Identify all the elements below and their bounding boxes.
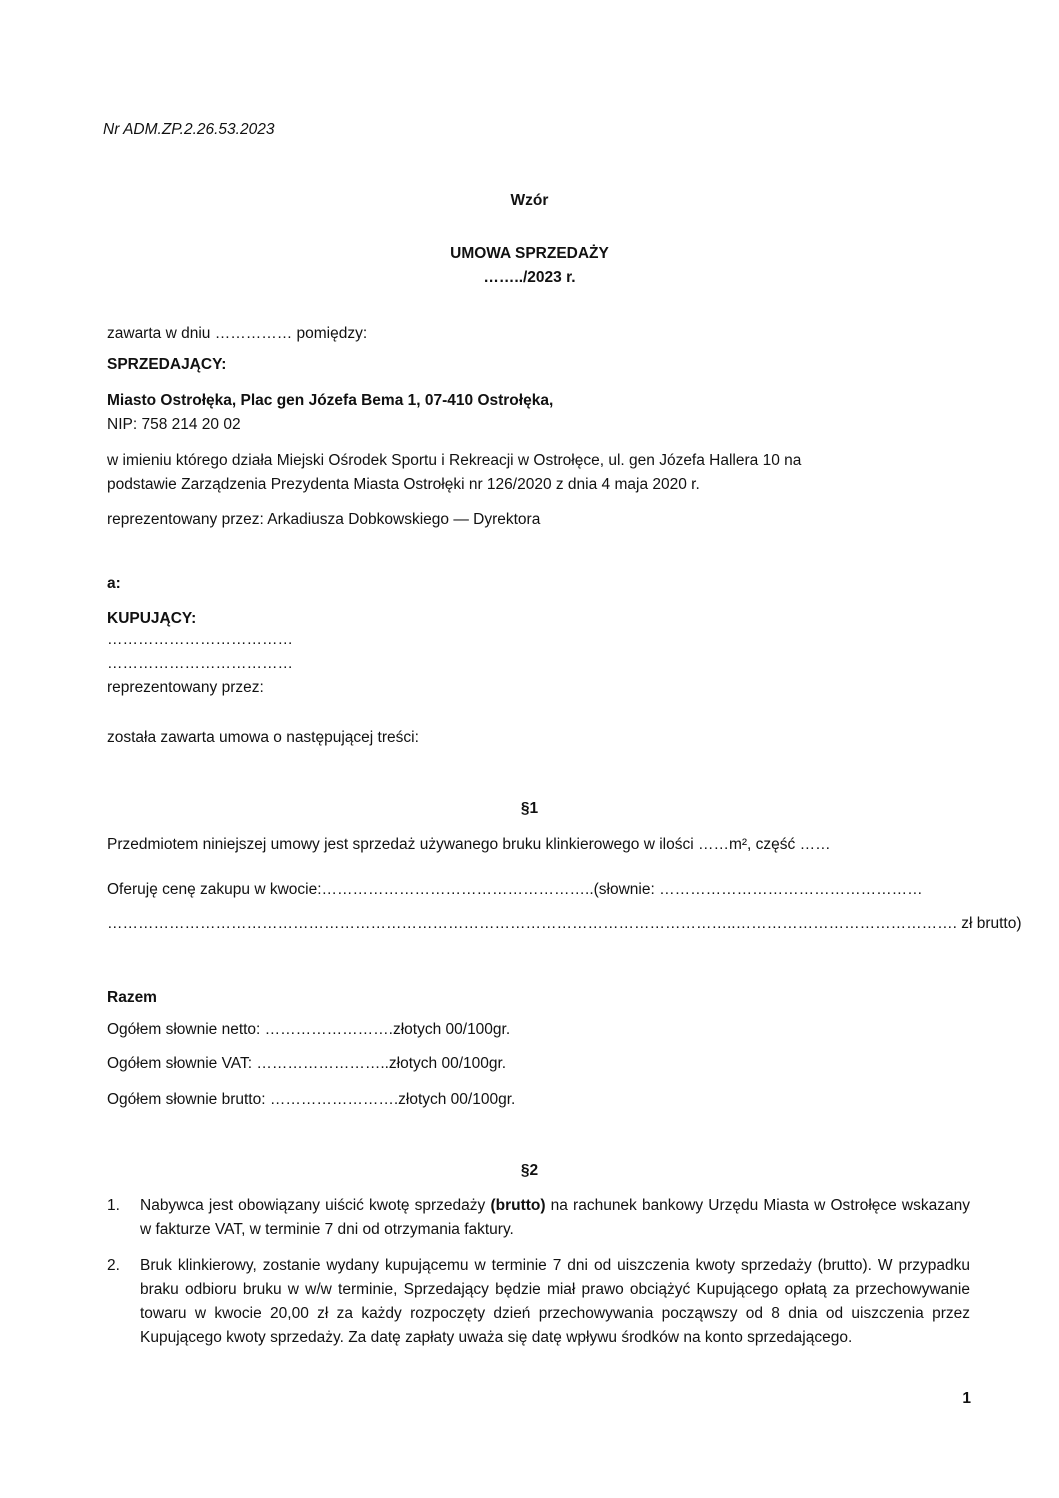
totals-heading: Razem bbox=[107, 989, 157, 1006]
buyer-dots-1: ……………………………… bbox=[107, 631, 293, 648]
total-brutto: Ogółem słownie brutto: …………………….złotych 00/100gr. bbox=[107, 1091, 516, 1108]
contract-intro: została zawarta umowa o następującej treści: bbox=[107, 729, 419, 746]
seller-acting-line-2: podstawie Zarządzenia Prezydenta Miasta Ostrołęki nr 126/2020 z dnia 4 maja 2020 r. bbox=[107, 476, 700, 493]
and-label: a: bbox=[107, 575, 121, 592]
seller-name-address: Miasto Ostrołęka, Plac gen Józefa Bema 1, 07-410 Ostrołęka, bbox=[107, 392, 554, 409]
list-item bbox=[107, 1194, 970, 1242]
price-offer-line-1: Oferuję cenę zakupu w kwocie:……………………………………………..(słownie: …………………………………………… bbox=[107, 881, 923, 898]
price-offer-line-2: …………………………………………………………………………………………………………..……………………………………. zł brutto) bbox=[107, 915, 1022, 932]
total-netto: Ogółem słownie netto: …………………….złotych 00/100gr. bbox=[107, 1021, 511, 1038]
total-vat: Ogółem słownie VAT: ……………………..złotych 00/100gr. bbox=[107, 1055, 507, 1072]
buyer-dots-2: ……………………………… bbox=[107, 655, 293, 672]
list-item-number: 1. bbox=[107, 1197, 120, 1214]
reference-number: Nr ADM.ZP.2.26.53.2023 bbox=[103, 121, 275, 138]
item-1-text-start: Nabywca jest obowiązany uiścić kwotę sprzedaży bbox=[140, 1197, 491, 1214]
section-1-heading: §1 bbox=[520, 800, 539, 817]
page-number: 1 bbox=[962, 1390, 971, 1407]
item-2-text: Bruk klinkierowy, zostanie wydany kupującemu w terminie 7 dni od uiszczenia kwoty sprzedaży (brutto). W przypadku braku odbioru bruku w w/w terminie, Sprzedający będzie miał prawo obciążyć Kupującego opłatą za przechowywanie towaru w kwocie 20,00 zł za każdy rozpoczęty dzień przechowywania począwszy od 8 dnia od uiszczenia przez Kupującego kwoty sprzedaży. Za datę zapłaty uważa się datę wpływu środków na konto sprzedającego. bbox=[140, 1257, 970, 1346]
seller-acting-line-1: w imieniu którego działa Miejski Ośrodek Sportu i Rekreacji w Ostrołęce, ul. gen Józefa Hallera 10 na bbox=[107, 452, 802, 469]
item-1-text-end: na rachunek bankowy Urzędu Miasta w Ostrołęce wskazany w fakturze VAT, w terminie 7 dni od otrzymania faktury. bbox=[140, 1197, 970, 1238]
item-1-bold-text: (brutto) bbox=[490, 1197, 546, 1214]
buyer-representative: reprezentowany przez: bbox=[107, 679, 264, 696]
seller-representative: reprezentowany przez: Arkadiusza Dobkowskiego — Dyrektora bbox=[107, 511, 541, 528]
list-item-number: 2. bbox=[107, 1257, 120, 1274]
list-item bbox=[107, 1254, 970, 1350]
seller-heading: SPRZEDAJĄCY: bbox=[107, 356, 227, 373]
document-number: ……../2023 r. bbox=[483, 269, 576, 286]
seller-nip: NIP: 758 214 20 02 bbox=[107, 416, 241, 433]
section-2-heading: §2 bbox=[520, 1162, 539, 1179]
concluded-date-line: zawarta w dniu …………… pomiędzy: bbox=[107, 325, 368, 342]
document-title: UMOWA SPRZEDAŻY bbox=[450, 245, 609, 262]
template-label: Wzór bbox=[510, 192, 549, 209]
buyer-heading: KUPUJĄCY: bbox=[107, 610, 197, 627]
section-2-list bbox=[107, 1194, 970, 1350]
section-1-subject: Przedmiotem niniejszej umowy jest sprzedaż używanego bruku klinkierowego w ilości ……m², część …… bbox=[107, 836, 831, 853]
